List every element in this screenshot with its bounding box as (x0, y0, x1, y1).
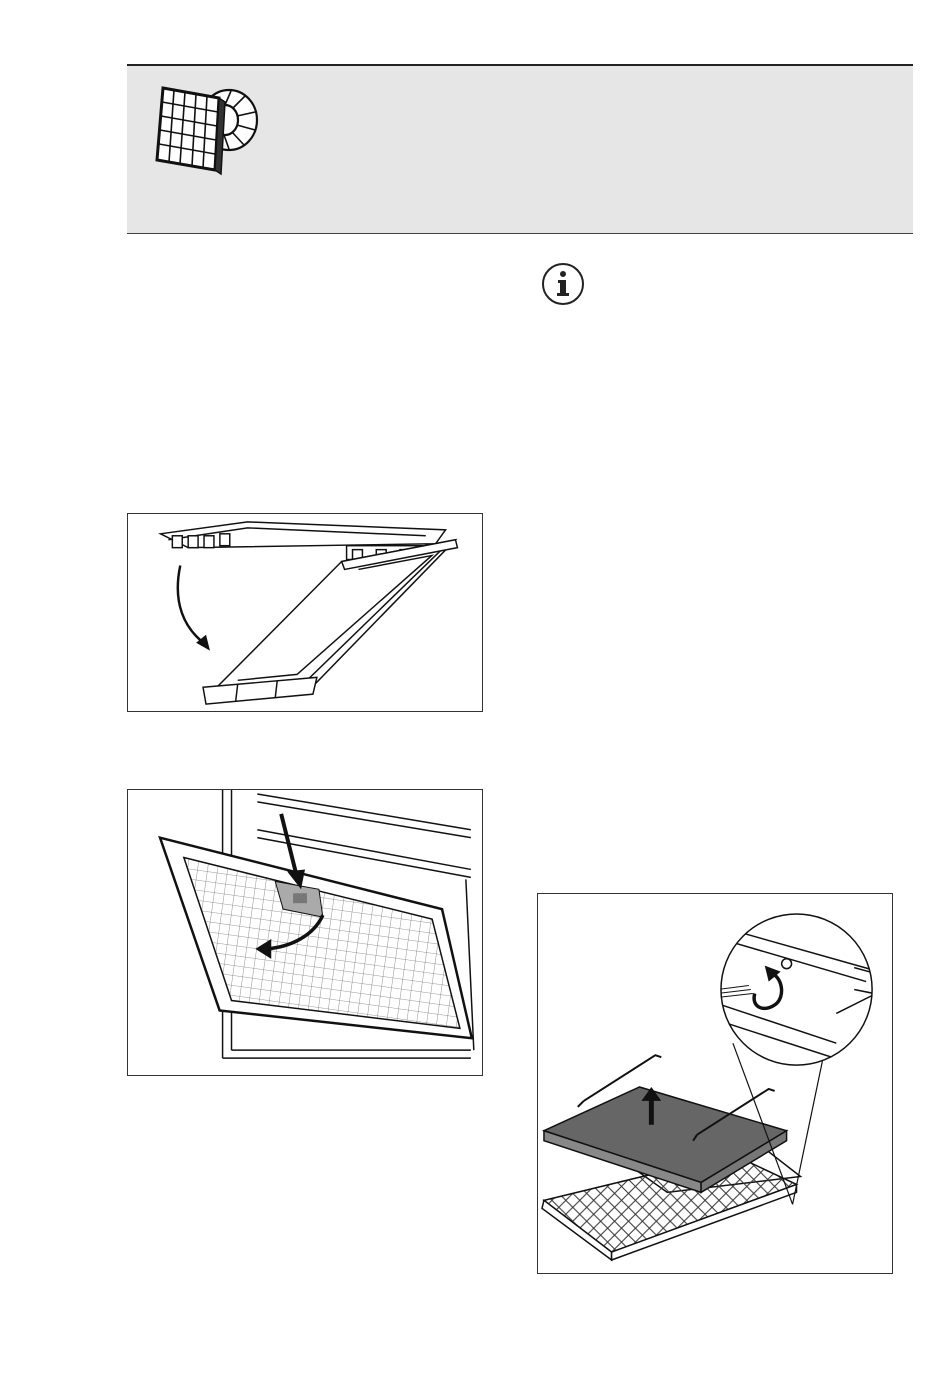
section-banner (127, 64, 913, 234)
grease-filter-removal-illustration (127, 789, 483, 1076)
carbon-filter-replacement-illustration (537, 893, 893, 1274)
filter-hinge-open-illustration (127, 513, 483, 712)
info-icon (541, 262, 585, 306)
carbon-filter-icon (153, 78, 263, 178)
